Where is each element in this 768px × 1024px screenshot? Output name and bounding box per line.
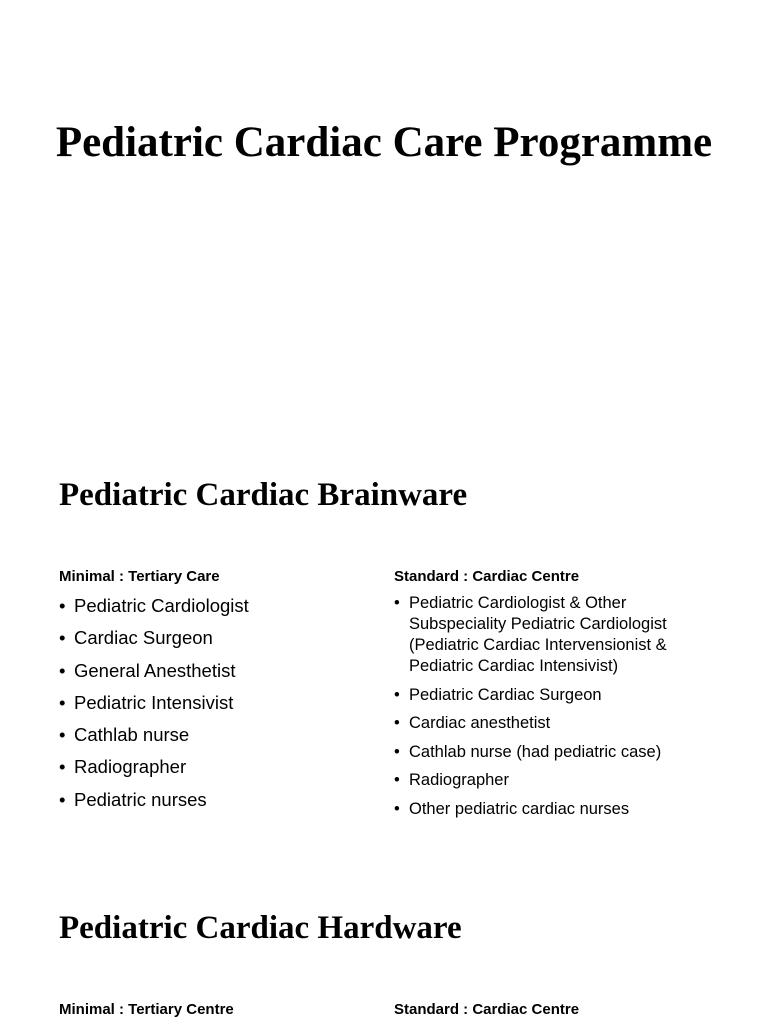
hardware-standard-label: Standard : Cardiac Centre [394,1001,580,1018]
minimal-list [59,594,249,820]
list-item: • Cathlab nurse (had pediatric case) [394,742,704,763]
list-item: • Cathlab nurse [59,723,249,755]
section-heading-brainware: Pediatric Cardiac Brainware [59,477,468,513]
list-item: • Radiographer [394,770,704,791]
page-title: Pediatric Cardiac Care Programme [55,119,713,166]
hardware-minimal-label: Minimal : Tertiary Centre [59,1001,234,1018]
list-item: • Pediatric Cardiac Surgeon [394,685,704,706]
list-item: • Cardiac anesthetist [394,713,704,734]
list-item: • Cardiac Surgeon [59,626,249,658]
minimal-label: Minimal : Tertiary Care [59,568,220,585]
section-heading-hardware: Pediatric Cardiac Hardware [59,910,462,946]
list-item: • Other pediatric cardiac nurses [394,799,704,820]
list-item: • Pediatric nurses [59,788,249,820]
list-item: • Radiographer [59,755,249,787]
list-item: • Pediatric Cardiologist [59,594,249,626]
list-item: • General Anesthetist [59,659,249,691]
standard-label: Standard : Cardiac Centre [394,568,580,585]
standard-list [394,593,704,827]
list-item: • Pediatric Intensivist [59,691,249,723]
list-item: • Pediatric Cardiologist & Other Subspeciality Pediatric Cardiologist (Pediatric Cardiac Intervensionist & Pediatric Cardiac Intensivist) [394,593,704,677]
